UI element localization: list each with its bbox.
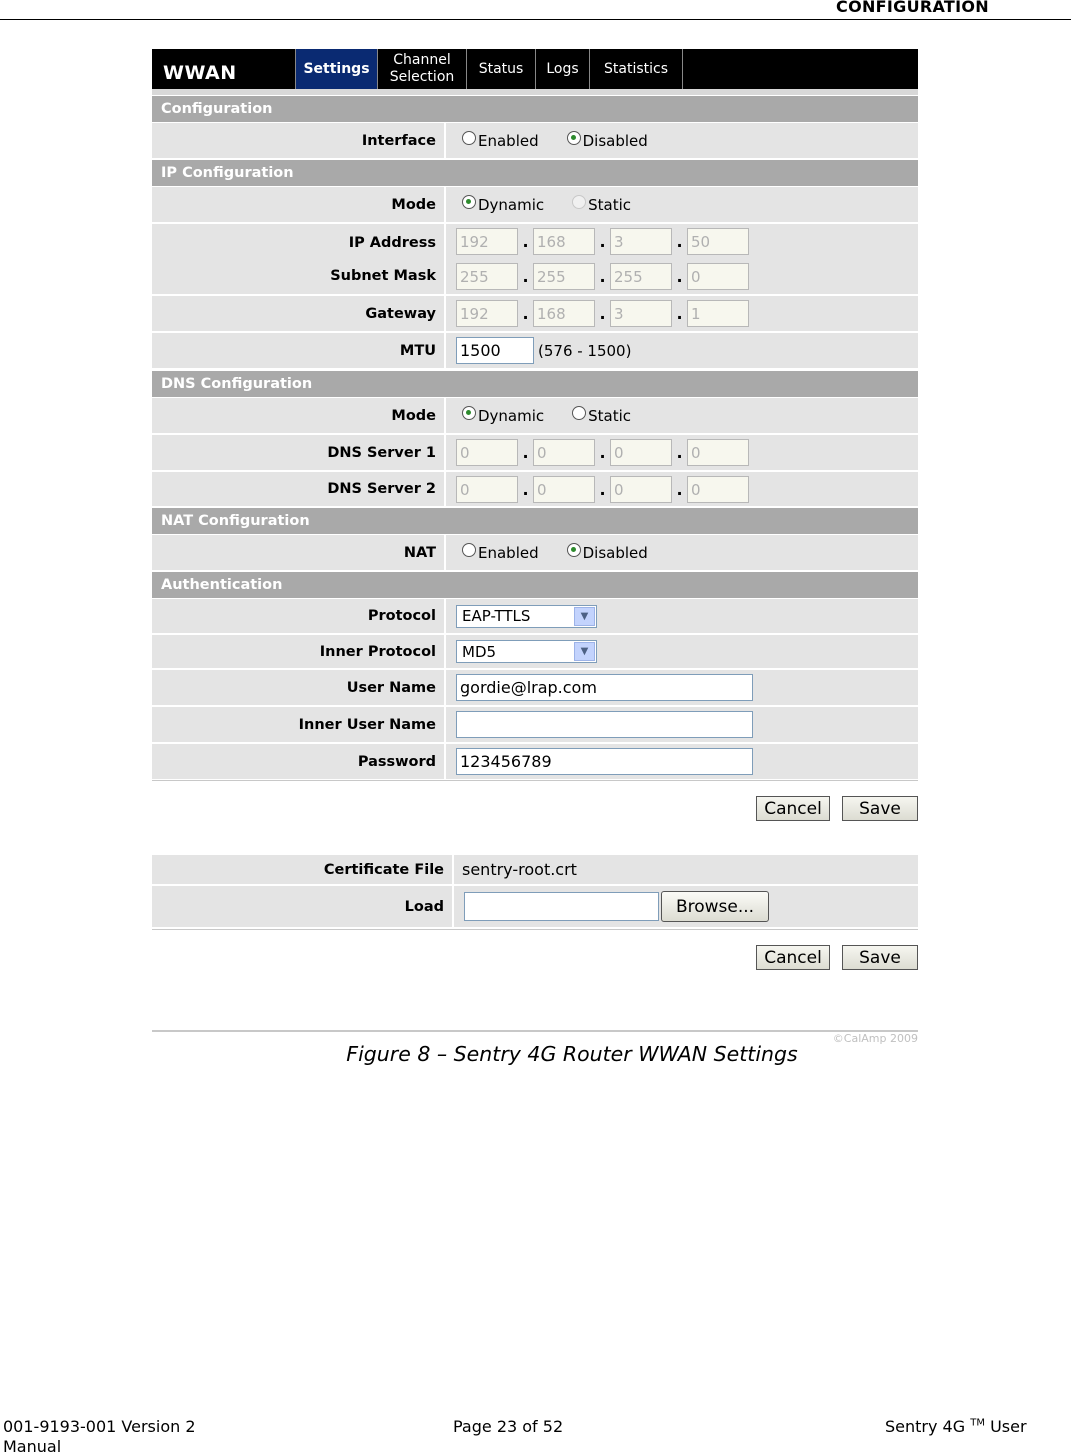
tab-statistics[interactable]: Statistics xyxy=(589,49,683,89)
mtu-label: MTU xyxy=(152,333,446,368)
interface-enabled-label: Enabled xyxy=(478,131,539,150)
ip-octet-3[interactable]: 3 xyxy=(610,228,672,255)
ip-mode-static-radio[interactable] xyxy=(572,195,586,209)
dns-server-2-label: DNS Server 2 xyxy=(152,472,446,506)
header-title: CONFIGURATION xyxy=(836,0,989,16)
gateway-octet-4[interactable]: 1 xyxy=(687,300,749,327)
save-button[interactable]: Save xyxy=(842,945,918,970)
ip-mode-dynamic-radio[interactable] xyxy=(462,195,476,209)
row-gateway: Gateway 192 . 168 . 3 . 1 xyxy=(152,296,918,333)
dns-mode-dynamic-radio[interactable] xyxy=(462,406,476,420)
gateway-label: Gateway xyxy=(152,296,446,331)
subnet-mask-label: Subnet Mask xyxy=(330,267,436,284)
browse-button[interactable]: Browse... xyxy=(661,891,769,922)
chevron-down-icon: ▼ xyxy=(574,642,595,661)
row-inner-protocol xyxy=(152,635,918,670)
row-interface xyxy=(152,123,918,160)
mtu-range: (576 - 1500) xyxy=(538,341,632,360)
interface-disabled-label: Disabled xyxy=(582,131,648,150)
figure-caption: Figure 8 – Sentry 4G Router WWAN Settings xyxy=(346,1042,798,1066)
row-dns-server-1: DNS Server 1 0 . 0 . 0 . 0 xyxy=(152,435,918,472)
interface-enabled-radio[interactable] xyxy=(462,131,476,145)
footer-right: Sentry 4G ™ User xyxy=(885,1417,1027,1436)
row-mtu xyxy=(152,333,918,370)
router-screenshot xyxy=(152,49,918,1044)
tab-underline xyxy=(152,89,918,95)
cancel-button[interactable]: Cancel xyxy=(756,796,830,821)
nat-enabled-radio[interactable] xyxy=(462,543,476,557)
ip-octet-2[interactable]: 168 xyxy=(533,228,595,255)
gateway-octet-3[interactable]: 3 xyxy=(610,300,672,327)
section-dns-configuration: DNS Configuration xyxy=(152,371,918,397)
row-certificate-file xyxy=(152,855,918,886)
user-name-label: User Name xyxy=(152,670,446,705)
ip-address-label: IP Address xyxy=(348,234,436,251)
protocol-value: EAP-TTLS xyxy=(462,607,531,625)
dns1-octet-1[interactable]: 0 xyxy=(456,439,518,466)
nat-disabled-radio[interactable] xyxy=(567,543,581,557)
inner-protocol-label: Inner Protocol xyxy=(152,635,446,668)
inner-protocol-select[interactable] xyxy=(456,640,597,663)
footer-rule xyxy=(152,1030,918,1032)
inner-user-name-label: Inner User Name xyxy=(152,707,446,742)
ip-mode-static-label: Static xyxy=(588,195,632,214)
inner-user-name-input[interactable] xyxy=(456,711,753,738)
tab-logs[interactable]: Logs xyxy=(535,49,589,89)
ip-octet-1[interactable]: 192 xyxy=(456,228,518,255)
mtu-input[interactable]: 1500 xyxy=(456,337,534,364)
footer-left: 001-9193-001 Version 2 xyxy=(3,1417,196,1436)
chevron-down-icon: ▼ xyxy=(574,607,595,626)
gateway-octet-1[interactable]: 192 xyxy=(456,300,518,327)
interface-label: Interface xyxy=(152,123,446,158)
dns-mode-static-radio[interactable] xyxy=(572,406,586,420)
dns1-octet-3[interactable]: 0 xyxy=(610,439,672,466)
nat-label: NAT xyxy=(152,535,446,570)
dns1-octet-4[interactable]: 0 xyxy=(687,439,749,466)
row-dns-mode xyxy=(152,398,918,435)
row-dns-server-2: DNS Server 2 0 . 0 . 0 . 0 xyxy=(152,472,918,508)
footer-page-number: Page 23 of 52 xyxy=(453,1417,564,1436)
row-load xyxy=(152,886,918,929)
interface-disabled-radio[interactable] xyxy=(567,131,581,145)
certificate-file-label: Certificate File xyxy=(152,855,454,884)
subnet-mask-fields: 255 . 255 . 255 . 0 xyxy=(448,263,749,290)
section-ip-configuration: IP Configuration xyxy=(152,160,918,186)
save-button[interactable]: Save xyxy=(842,796,918,821)
user-name-input[interactable]: gordie@lrap.com xyxy=(456,674,753,701)
dns2-octet-4[interactable]: 0 xyxy=(687,476,749,503)
dns-mode-dynamic-label: Dynamic xyxy=(478,406,545,425)
ip-mode-dynamic-label: Dynamic xyxy=(478,195,545,214)
row-ip-address-subnet xyxy=(152,224,918,296)
divider xyxy=(152,929,918,930)
section-authentication: Authentication xyxy=(152,572,918,598)
section-nat-configuration: NAT Configuration xyxy=(152,508,918,534)
tab-settings[interactable]: Settings xyxy=(295,49,377,89)
row-ip-mode xyxy=(152,187,918,224)
dns-server-1-label: DNS Server 1 xyxy=(152,435,446,470)
tab-status[interactable]: Status xyxy=(466,49,535,89)
load-file-input[interactable] xyxy=(464,892,659,921)
subnet-octet-3[interactable]: 255 xyxy=(610,263,672,290)
dns-mode-static-label: Static xyxy=(588,406,632,425)
nat-enabled-label: Enabled xyxy=(478,543,539,562)
row-protocol xyxy=(152,599,918,635)
ip-octet-4[interactable]: 50 xyxy=(687,228,749,255)
row-password xyxy=(152,744,918,781)
dns2-octet-1[interactable]: 0 xyxy=(456,476,518,503)
row-nat xyxy=(152,535,918,572)
dns-mode-label: Mode xyxy=(152,398,446,433)
protocol-label: Protocol xyxy=(152,599,446,633)
ip-address-fields: 192 . 168 . 3 . 50 xyxy=(448,228,749,255)
ip-mode-label: Mode xyxy=(152,187,446,222)
row-inner-user-name xyxy=(152,707,918,744)
dns2-octet-2[interactable]: 0 xyxy=(533,476,595,503)
nat-disabled-label: Disabled xyxy=(582,543,648,562)
protocol-select[interactable] xyxy=(456,605,597,628)
subnet-octet-4[interactable]: 0 xyxy=(687,263,749,290)
row-user-name xyxy=(152,670,918,707)
footer-left-2: Manual xyxy=(3,1437,62,1456)
divider xyxy=(152,780,918,781)
cancel-button[interactable]: Cancel xyxy=(756,945,830,970)
section-configuration: Configuration xyxy=(152,96,918,122)
dns1-octet-2[interactable]: 0 xyxy=(533,439,595,466)
password-label: Password xyxy=(152,744,446,779)
page-header xyxy=(0,0,1071,20)
subnet-octet-2[interactable]: 255 xyxy=(533,263,595,290)
brand-title: WWAN xyxy=(163,62,237,84)
tab-channel-selection[interactable]: Channel Selection xyxy=(377,49,466,89)
dns2-octet-3[interactable]: 0 xyxy=(610,476,672,503)
copyright: ©CalAmp 2009 xyxy=(832,1032,918,1045)
password-input[interactable]: 123456789 xyxy=(456,748,753,775)
gateway-octet-2[interactable]: 168 xyxy=(533,300,595,327)
inner-protocol-value: MD5 xyxy=(462,642,497,661)
load-label: Load xyxy=(152,886,454,927)
certificate-file-value: sentry-root.crt xyxy=(462,860,577,879)
tab-bar xyxy=(152,49,918,89)
subnet-octet-1[interactable]: 255 xyxy=(456,263,518,290)
